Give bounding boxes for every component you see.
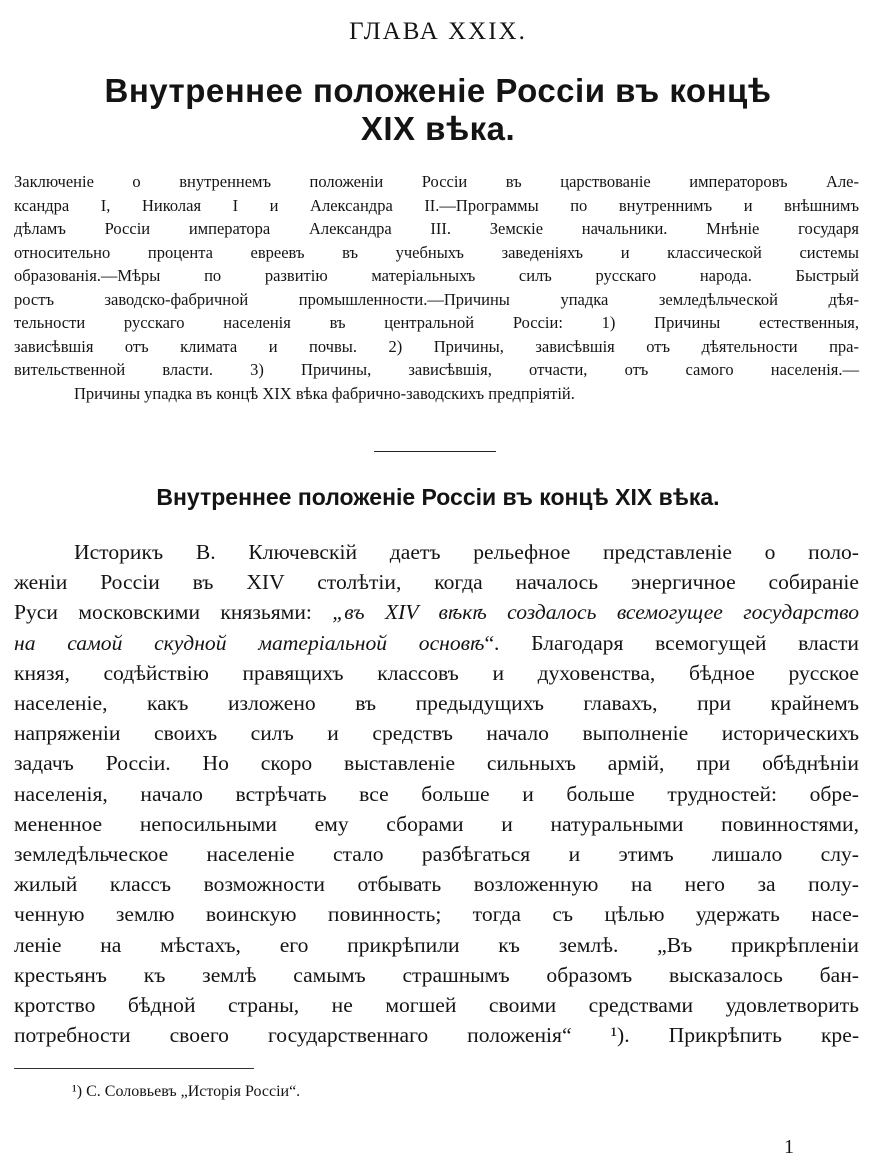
summary-line: образованiя.—Мѣры по развитiю матерiальныхъ силъ русскаго народа. Быстрый bbox=[14, 266, 859, 285]
body-line: мененное непосильными ему сборами и натуральными повинностями, bbox=[14, 811, 859, 836]
body-line: ченную землю воинскую повинность; тогда съ цѣлью удержать насе- bbox=[14, 902, 859, 927]
footnote bbox=[72, 1083, 300, 1101]
body-line-text: потребности своего государственнаго положенiя“ bbox=[14, 1023, 611, 1048]
summary-line: вительственной власти. 3) Причины, зависѣвшiя, отчасти, отъ самого населенiя.— bbox=[14, 360, 859, 379]
footnote-mark: ¹) bbox=[72, 1083, 83, 1100]
summary-line: дѣламъ Россiи императора Александра III. Земскiе начальники. Мнѣнiе государя bbox=[14, 219, 859, 238]
footnote-divider bbox=[14, 1068, 254, 1069]
page-number: 1 bbox=[784, 1136, 794, 1158]
quote-italic: „въ XIV вѣкѣ создалось всемогущее государство bbox=[332, 600, 859, 625]
summary-line: относительно процента евреевъ въ учебныхъ заведенiяхъ и классической системы bbox=[14, 242, 859, 262]
section-title: Внутреннее положенiе Россiи въ концѣ XIX вѣка. bbox=[156, 484, 720, 510]
body-line: жилый классъ возможности отбывать возложенную на него за полу- bbox=[14, 872, 859, 897]
body-line: задачъ Россiи. Но скоро выставленiе сильныхъ армiй, при обѣднѣнiи bbox=[14, 751, 859, 776]
body-line: населенiя, начало встрѣчать все больше и больше трудностей: обре- bbox=[14, 781, 859, 806]
body-line bbox=[14, 597, 859, 627]
footnote-text: С. Соловьевъ „Исторiя Россiи“. bbox=[86, 1083, 301, 1100]
body-line: Историкъ В. Ключевскiй даетъ рельефное представленiе о поло- bbox=[74, 540, 859, 564]
body-line-text: Руси московскими князьями: bbox=[14, 600, 333, 625]
body-line: земледѣльческое населенiе стало разбѣгаться и этимъ лишало слу- bbox=[14, 842, 859, 867]
summary-line: тельности русскаго населенiя въ центральной Россiи: 1) Причины естественныя, bbox=[14, 313, 859, 332]
body-line: крестьянъ къ землѣ самымъ страшнымъ образомъ высказалось бан- bbox=[14, 962, 859, 987]
chapter-title-line-2: XIX вѣка. bbox=[360, 110, 516, 147]
body-line: ленiе на мѣстахъ, его прикрѣпили къ землѣ. „Въ прикрѣпленiи bbox=[14, 932, 859, 957]
body-line: князя, содѣйствiю правящихъ классовъ и духовенства, бѣдное русское bbox=[14, 660, 859, 685]
body-line: населенiе, какъ изложено въ предыдущихъ главахъ, при крайнемъ bbox=[14, 691, 859, 716]
body-line: напряженiи своихъ силъ и средствъ начало выполненiе историческихъ bbox=[14, 721, 859, 746]
summary-line: ксандра I, Николая I и Александра II.—Программы по внутреннимъ и внѣшнимъ bbox=[14, 195, 859, 215]
summary-line: Заключенiе о внутреннемъ положенiи Россiи въ царствованiе императоровъ Але- bbox=[14, 172, 859, 191]
body-line bbox=[14, 1020, 859, 1050]
body-line: кротство бѣдной страны, не могшей своими средствами удовлетворить bbox=[14, 993, 859, 1018]
body-line bbox=[14, 628, 859, 658]
body-line: женiи Россiи въ XIV столѣтiи, когда началось энергичное собиранiе bbox=[14, 570, 859, 595]
quote-italic: на самой скудной матерiальной основѣ bbox=[14, 630, 485, 655]
body-text bbox=[14, 537, 859, 1050]
body-line-text: “. Благодаря всемогущей власти bbox=[484, 630, 859, 655]
footnote-reference: ¹). Прикрѣпить кре- bbox=[610, 1023, 860, 1048]
summary-line: зависѣвшiя отъ климата и почвы. 2) Причины, зависѣвшiя отъ дѣятельности пра- bbox=[14, 336, 859, 356]
chapter-title-line-1: Внутреннее положенiе Россiи въ концѣ bbox=[104, 72, 772, 109]
section-divider bbox=[374, 451, 496, 452]
chapter-title bbox=[0, 72, 876, 148]
chapter-heading: ГЛАВА XXIX. bbox=[349, 18, 527, 45]
summary-line: Причины упадка въ концѣ XIX вѣка фабрично-заводскихъ предпрiятiй. bbox=[74, 383, 575, 403]
chapter-summary bbox=[14, 170, 859, 405]
summary-line: ростъ заводско-фабричной промышленности.—Причины упадка земледѣльческой дѣя- bbox=[14, 289, 859, 309]
